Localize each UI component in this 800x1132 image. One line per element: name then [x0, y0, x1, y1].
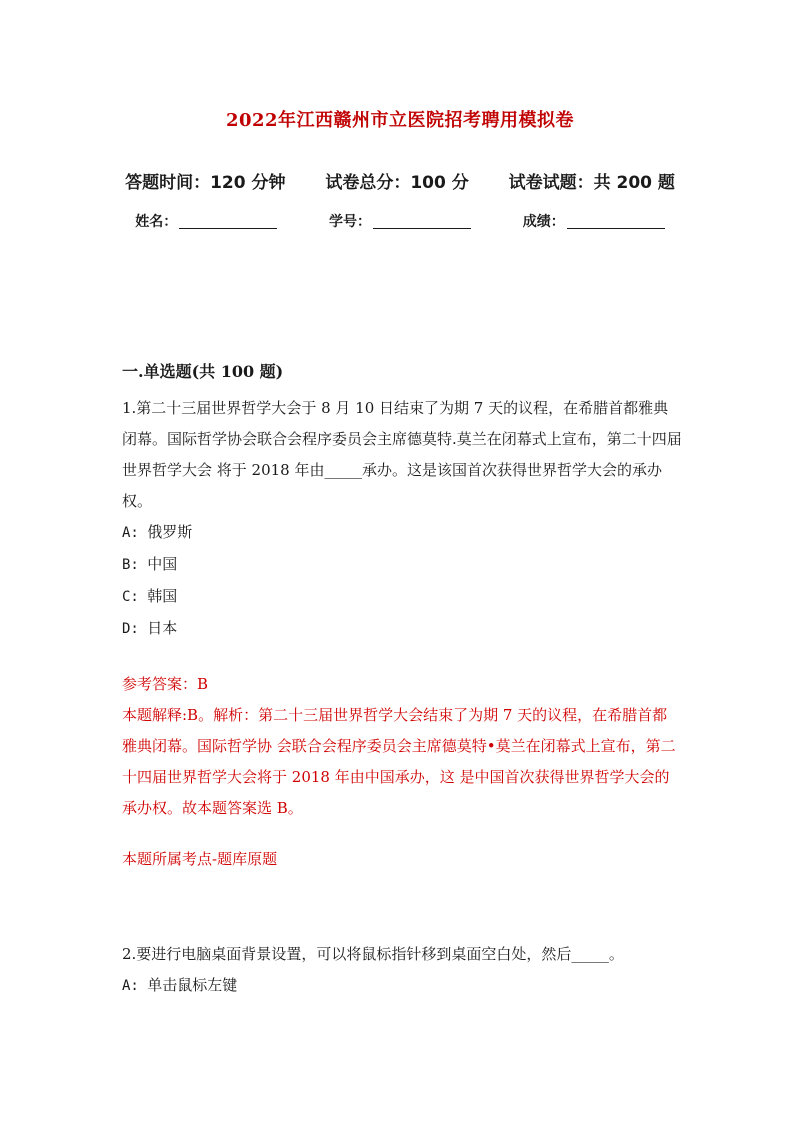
question-1-option-d: D: 日本	[122, 619, 178, 637]
question-1-explanation: 本题解释:B。解析：第二十三届世界哲学大会结束了为期 7 天的议程，在希腊首都雅典闭幕。国际哲学协 会联合会程序委员会主席德莫特•莫兰在闭幕式上宣布，第二十四届世界哲学大会将于 2018 年由中国承办，这 是中国首次获得世界哲学大会的承办权。故本题答案选 B。	[122, 706, 676, 817]
name-label: 姓名：	[135, 214, 178, 230]
student-info-row	[0, 211, 800, 231]
question-1-answer: 参考答案：B	[122, 675, 209, 693]
question-2-text: 2.要进行电脑桌面背景设置，可以将鼠标指针移到桌面空白处，然后_____。	[122, 945, 624, 963]
question-1-text: 1.第二十三届世界哲学大会于 8 月 10 日结束了为期 7 天的议程，在希腊首都雅典闭幕。国际哲学协会联合会程序委员会主席德莫特.莫兰在闭幕式上宣布，第二十四届世界哲学大会 将于 2018 年由_____承办。这是该国首次获得世界哲学大会的承办权。	[122, 399, 682, 510]
id-label: 学号：	[329, 214, 371, 230]
score-label: 成绩：	[522, 214, 565, 230]
question-1-option-b: B: 中国	[122, 555, 178, 573]
time-limit: 答题时间：120 分钟	[125, 173, 286, 193]
exam-meta-row	[0, 168, 800, 193]
question-count: 试卷试题：共 200 题	[508, 173, 675, 193]
exam-content	[122, 356, 682, 1002]
section-title: 一.单选题(共 100 题)	[122, 362, 284, 381]
name-blank	[179, 214, 277, 229]
score-blank	[567, 214, 665, 229]
exam-title: 2022年江西赣州市立医院招考聘用模拟卷	[225, 110, 575, 131]
id-blank	[373, 214, 471, 229]
question-1-point: 本题所属考点-题库原题	[122, 850, 278, 868]
question-2-option-a: A: 单击鼠标左键	[122, 976, 238, 994]
question-1-option-c: C: 韩国	[122, 587, 178, 605]
question-1-option-a: A: 俄罗斯	[122, 523, 193, 541]
total-score: 试卷总分：100 分	[325, 173, 469, 193]
